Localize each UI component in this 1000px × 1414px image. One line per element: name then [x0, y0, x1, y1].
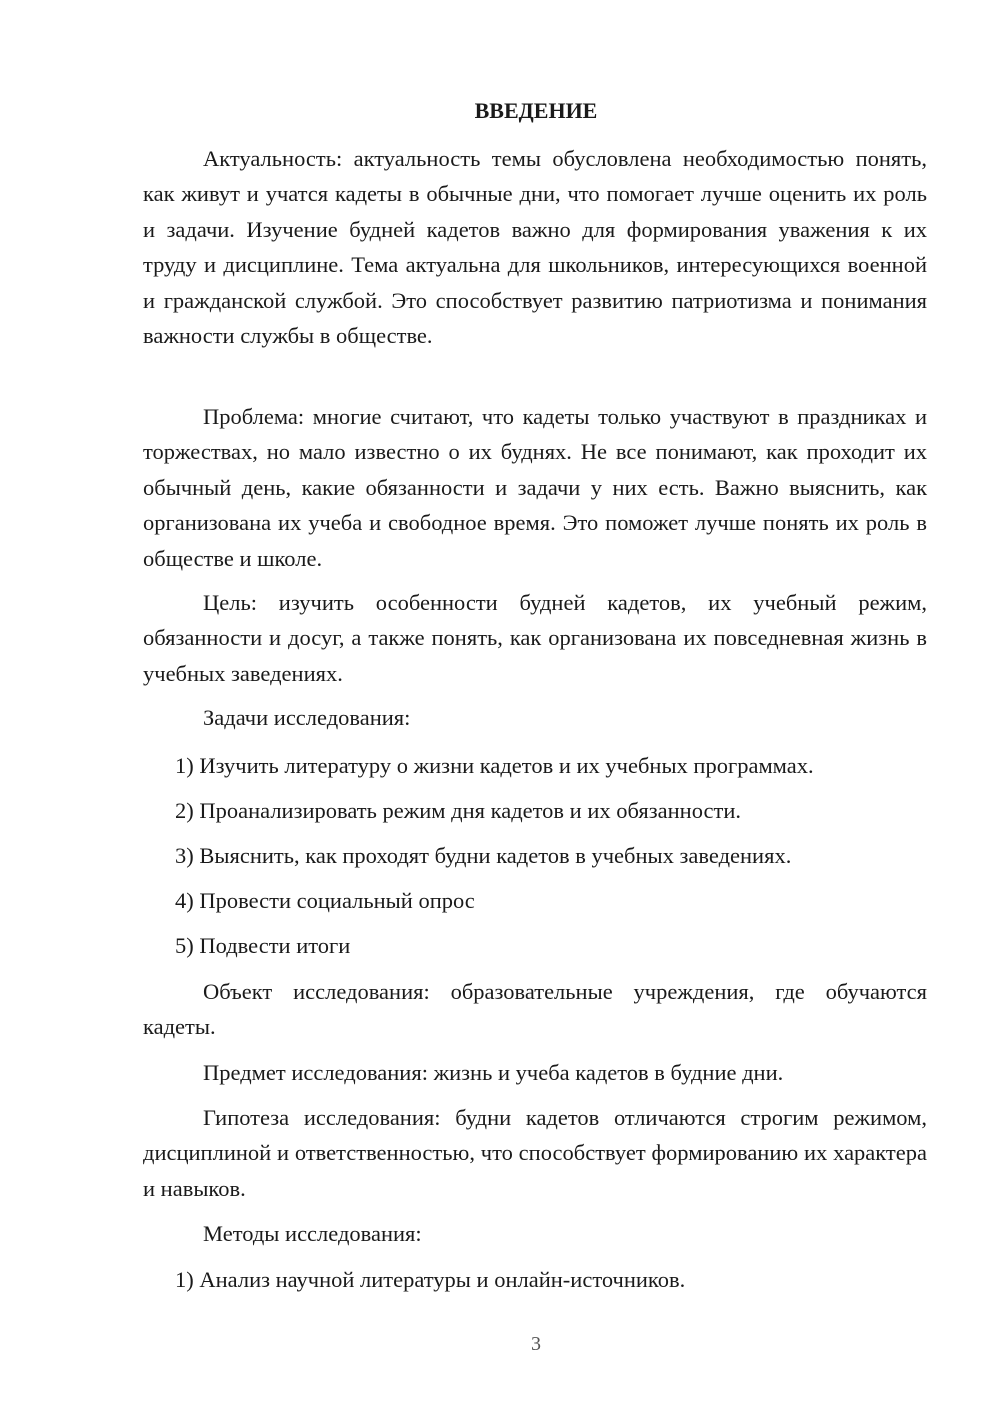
page-title: ВВЕДЕНИЕ — [474, 98, 598, 123]
task-item: 2) Проанализировать режим дня кадетов и их обязанности. — [175, 798, 741, 823]
task-item: 3) Выяснить, как проходят будни кадетов в учебных заведениях. — [175, 843, 792, 868]
method-item: 1) Анализ научной литературы и онлайн-источников. — [175, 1267, 686, 1292]
relevance-paragraph: Актуальность: актуальность темы обусловлена необходимостью понять, как живут и учатся кадеты в обычные дни, что помогает лучше оценить их роль и задачи. Изучение будней кадетов важно для формирования уважения к их труду и дисциплине. Тема актуальна для школьников, интересующихся военной и гражданской службой. Это способствует развитию патриотизма и понимания важности службы в обществе. — [143, 146, 927, 349]
subject-paragraph: Предмет исследования: жизнь и учеба кадетов в будние дни. — [203, 1060, 784, 1085]
task-item: 5) Подвести итоги — [175, 933, 351, 958]
methods-heading: Методы исследования: — [203, 1221, 422, 1246]
object-paragraph: Объект исследования: образовательные учреждения, где обучаются кадеты. — [143, 979, 927, 1040]
task-item: 1) Изучить литературу о жизни кадетов и их учебных программах. — [175, 753, 814, 778]
hypothesis-paragraph: Гипотеза исследования: будни кадетов отличаются строгим режимом, дисциплиной и ответственностью, что способствует формированию их характера и навыков. — [143, 1105, 927, 1201]
task-item: 4) Провести социальный опрос — [175, 888, 475, 913]
tasks-heading: Задачи исследования: — [203, 705, 411, 730]
page-number: 3 — [531, 1333, 541, 1355]
problem-paragraph: Проблема: многие считают, что кадеты только участвуют в праздниках и торжествах, но мало известно о их буднях. Не все понимают, как проходит их обычный день, какие обязанности и задачи у них есть. Важно выяснить, как организована их учеба и свободное время. Это поможет лучше понять их роль в обществе и школе. — [143, 404, 927, 571]
goal-paragraph: Цель: изучить особенности будней кадетов, их учебный режим, обязанности и досуг, а также понять, как организована их повседневная жизнь в учебных заведениях. — [143, 590, 927, 686]
